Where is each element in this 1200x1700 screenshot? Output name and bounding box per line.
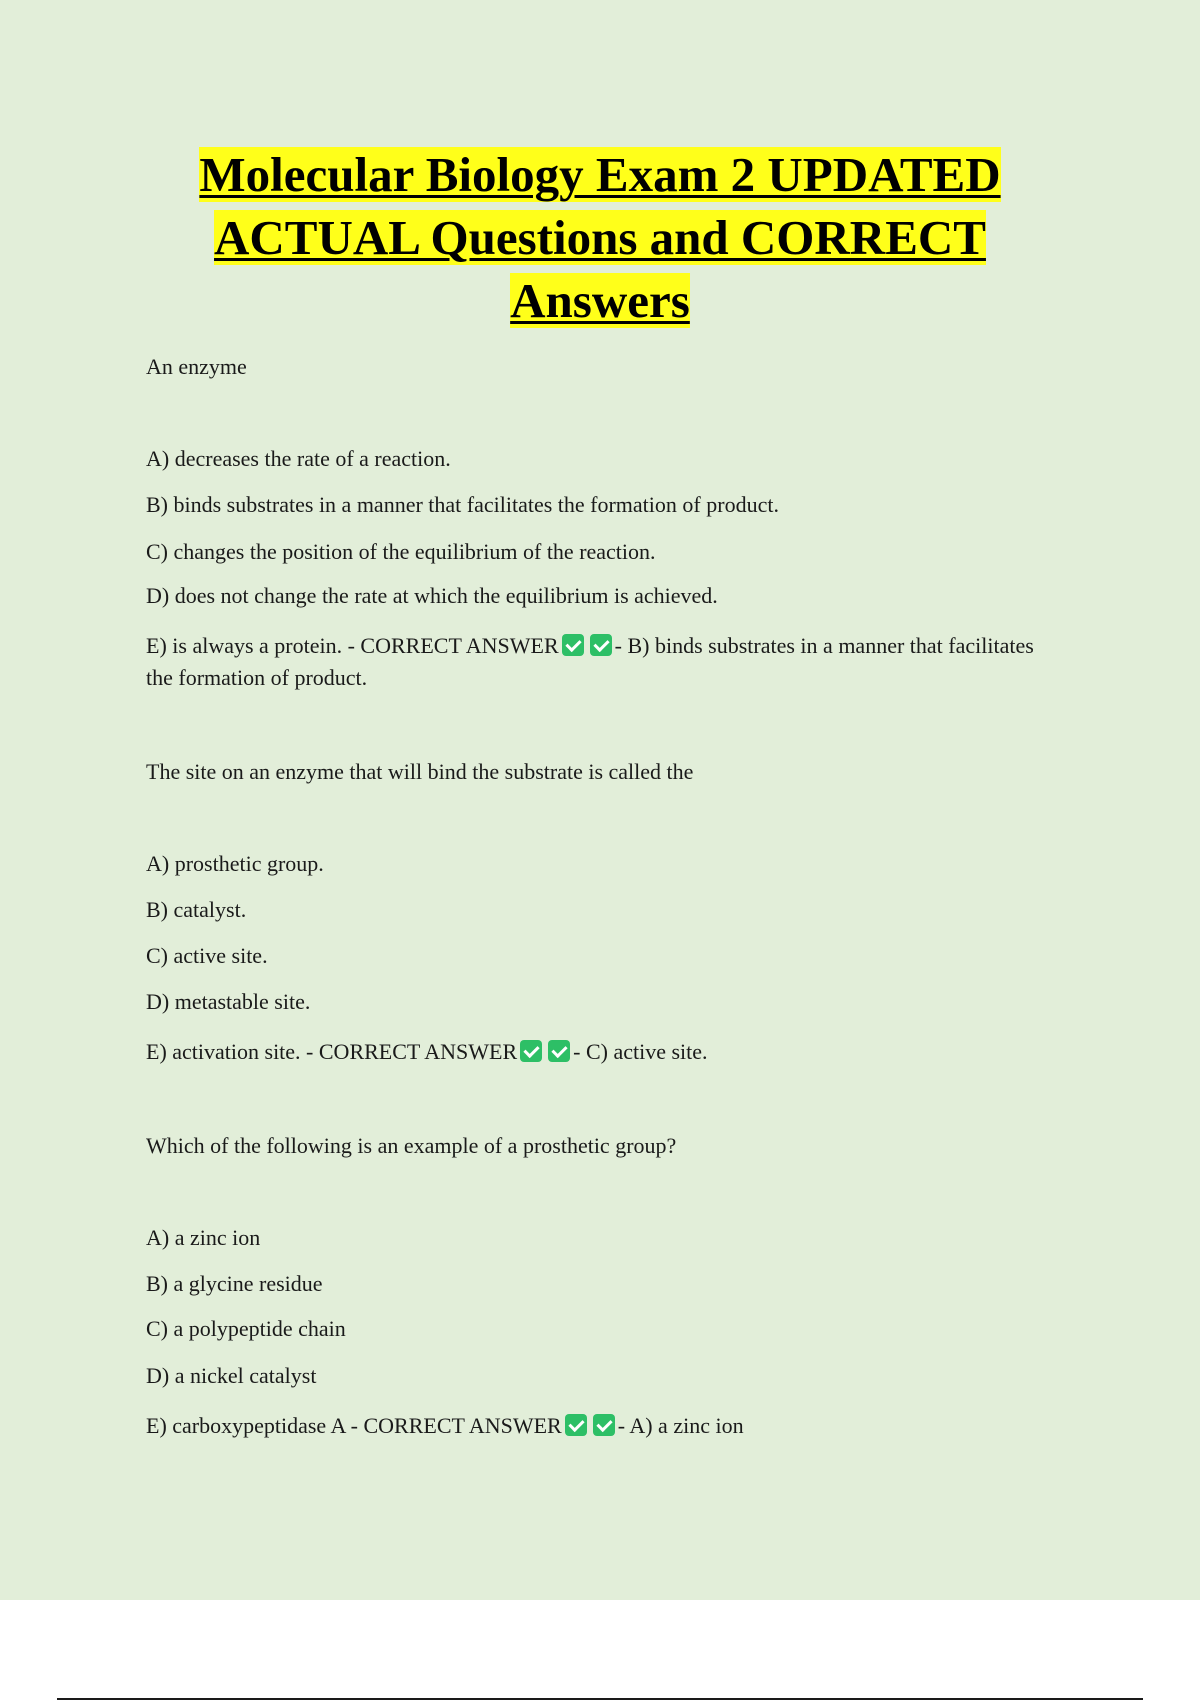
check-mark-icon [565,1414,587,1436]
question-3-option-b: B) a glycine residue [146,1271,323,1296]
question-2-stem: The site on an enzyme that will bind the substrate is called the [146,759,694,784]
title-line-2: ACTUAL Questions and CORRECT [214,210,986,265]
question-3-correct-answer: - A) a zinc ion [617,1413,744,1438]
check-mark-icon [593,1414,615,1436]
question-1-option-c: C) changes the position of the equilibrium of the reaction. [146,539,656,564]
question-3-option-a: A) a zinc ion [146,1225,261,1250]
question-3-option-d: D) a nickel catalyst [146,1363,317,1388]
document-title [100,143,1100,332]
question-3-stem: Which of the following is an example of a prosthetic group? [146,1133,677,1158]
title-line-3: Answers [510,273,690,328]
question-2-option-d: D) metastable site. [146,989,311,1014]
question-3-option-c: C) a polypeptide chain [146,1316,346,1341]
question-2-answer-line [146,1036,1046,1068]
question-3-option-e: E) carboxypeptidase A - CORRECT ANSWER [146,1413,562,1438]
question-1-answer-line [146,630,1046,694]
check-mark-icon [520,1040,542,1062]
check-mark-icon [548,1040,570,1062]
check-mark-icon [562,634,584,656]
question-1-option-b: B) binds substrates in a manner that facilitates the formation of product. [146,492,779,517]
question-1-option-a: A) decreases the rate of a reaction. [146,446,451,471]
question-3-answer-line [146,1410,1046,1442]
question-2-option-a: A) prosthetic group. [146,851,324,876]
question-2-option-c: C) active site. [146,943,268,968]
question-1-correct-answer: - B) binds substrates in a manner that facilitates the formation of product. [146,633,1034,690]
question-2-option-e: E) activation site. - CORRECT ANSWER [146,1039,518,1064]
question-1-option-d: D) does not change the rate at which the equilibrium is achieved. [146,583,718,608]
check-mark-icon [590,634,612,656]
question-2-option-b: B) catalyst. [146,897,247,922]
question-2-correct-answer: - C) active site. [573,1039,708,1064]
question-1-option-e: E) is always a protein. - CORRECT ANSWER [146,633,559,658]
title-line-1: Molecular Biology Exam 2 UPDATED [199,147,1001,202]
question-1-stem: An enzyme [146,354,247,379]
